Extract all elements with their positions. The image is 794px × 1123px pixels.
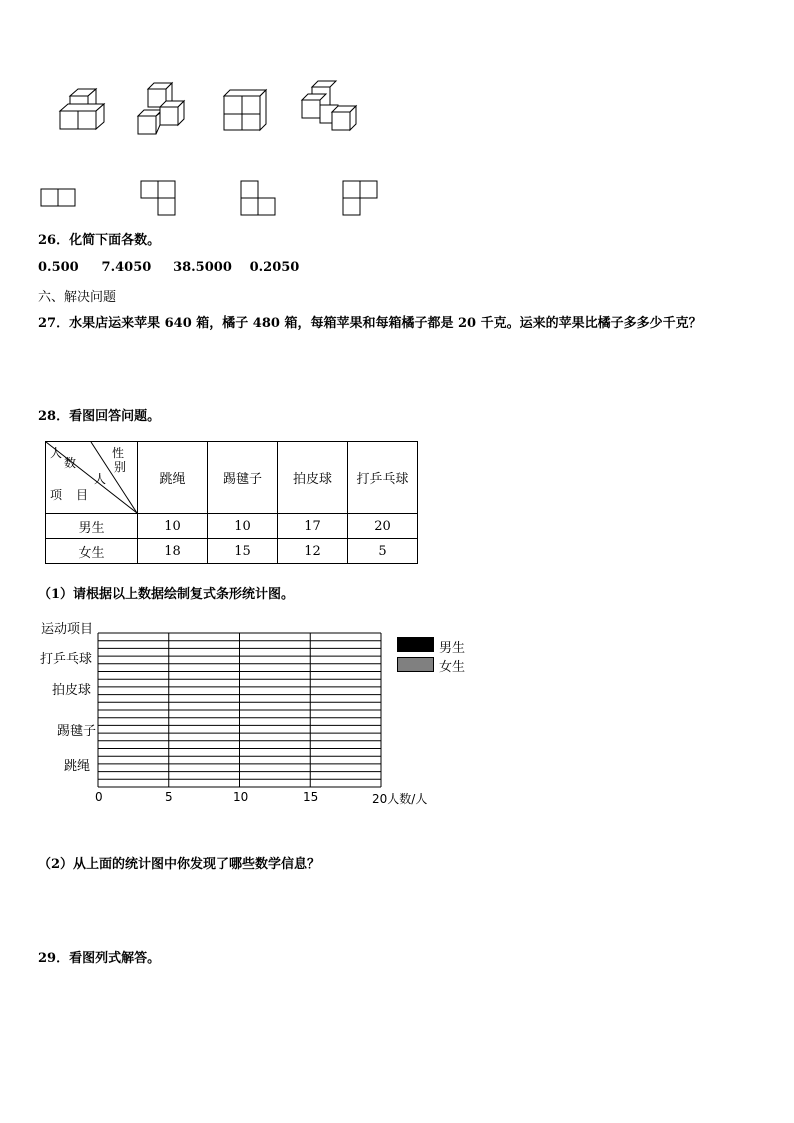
question-26-numbers [38, 260, 299, 275]
table-cell: 17 [278, 514, 348, 539]
corner-label: 目 [76, 488, 89, 502]
column-header: 拍皮球 [278, 442, 348, 514]
corner-label: 数 [64, 456, 77, 470]
category-label: 跳绳 [64, 759, 91, 774]
table-cell: 10 [138, 514, 208, 539]
table-cell: 5 [348, 539, 418, 564]
question-28-sub2: （2）从上面的统计图中你发现了哪些数学信息？ [38, 857, 321, 872]
number-3: 38.5000 [173, 260, 232, 275]
chart-ylabel: 运动项目 [41, 622, 94, 637]
corner-label: 人 [50, 446, 63, 460]
view-figure-b [141, 181, 175, 215]
corner-label: 性 [112, 446, 125, 460]
x-tick-label: 20 [372, 792, 388, 806]
row-label: 男生 [46, 514, 138, 539]
view-figure-c [241, 181, 275, 215]
cube-figure-3 [224, 90, 266, 130]
x-axis-end [372, 790, 427, 807]
corner-label: 别 [114, 460, 127, 474]
row-label: 女生 [46, 539, 138, 564]
category-label: 拍皮球 [52, 683, 92, 698]
legend-label-boys: 男生 [439, 641, 466, 656]
view-figure-a [41, 189, 75, 206]
category-label: 踢毽子 [57, 724, 97, 739]
x-tick-label: 15 [303, 790, 319, 804]
legend-swatch-girls [397, 657, 434, 672]
view-figures [38, 178, 378, 218]
bar-chart-grid [96, 630, 386, 790]
chart-xlabel: 人数/人 [387, 792, 428, 806]
table-corner-cell [46, 442, 138, 514]
question-28-title: 28．看图回答问题。 [38, 409, 161, 424]
table-cell: 15 [208, 539, 278, 564]
corner-label: 人 [94, 472, 107, 486]
question-29: 29．看图列式解答。 [38, 951, 161, 966]
number-1: 0.500 [38, 260, 79, 275]
table-cell: 10 [208, 514, 278, 539]
cube-figure-2 [138, 83, 184, 134]
question-28-sub1: （1）请根据以上数据绘制复式条形统计图。 [38, 587, 295, 602]
cube-figure-4 [302, 81, 356, 130]
table-cell: 20 [348, 514, 418, 539]
x-tick-label: 0 [95, 790, 103, 804]
category-label: 打乒乓球 [40, 652, 93, 667]
column-header: 踢毽子 [208, 442, 278, 514]
view-figure-d [343, 181, 377, 215]
table-row [46, 539, 418, 564]
table-cell: 18 [138, 539, 208, 564]
x-tick-label: 5 [165, 790, 173, 804]
section-heading: 六、解决问题 [38, 290, 117, 305]
x-tick-label: 10 [233, 790, 249, 804]
question-26-title: 26．化简下面各数。 [38, 233, 161, 248]
question-27: 27．水果店运来苹果 640 箱，橘子 480 箱，每箱苹果和每箱橘子都是 20 千克。运来的苹果比橘子多多少千克？ [38, 316, 702, 331]
table-row [46, 514, 418, 539]
sports-data-table [45, 441, 418, 564]
table-cell: 12 [278, 539, 348, 564]
corner-label: 项 [50, 488, 63, 502]
legend-swatch-boys [397, 637, 434, 652]
column-header: 跳绳 [138, 442, 208, 514]
number-2: 7.4050 [101, 260, 152, 275]
number-4: 0.2050 [249, 260, 300, 275]
cube-figure-1 [60, 89, 104, 129]
legend-label-girls: 女生 [439, 660, 466, 675]
cube-figures [40, 74, 370, 138]
column-header: 打乒乓球 [348, 442, 418, 514]
